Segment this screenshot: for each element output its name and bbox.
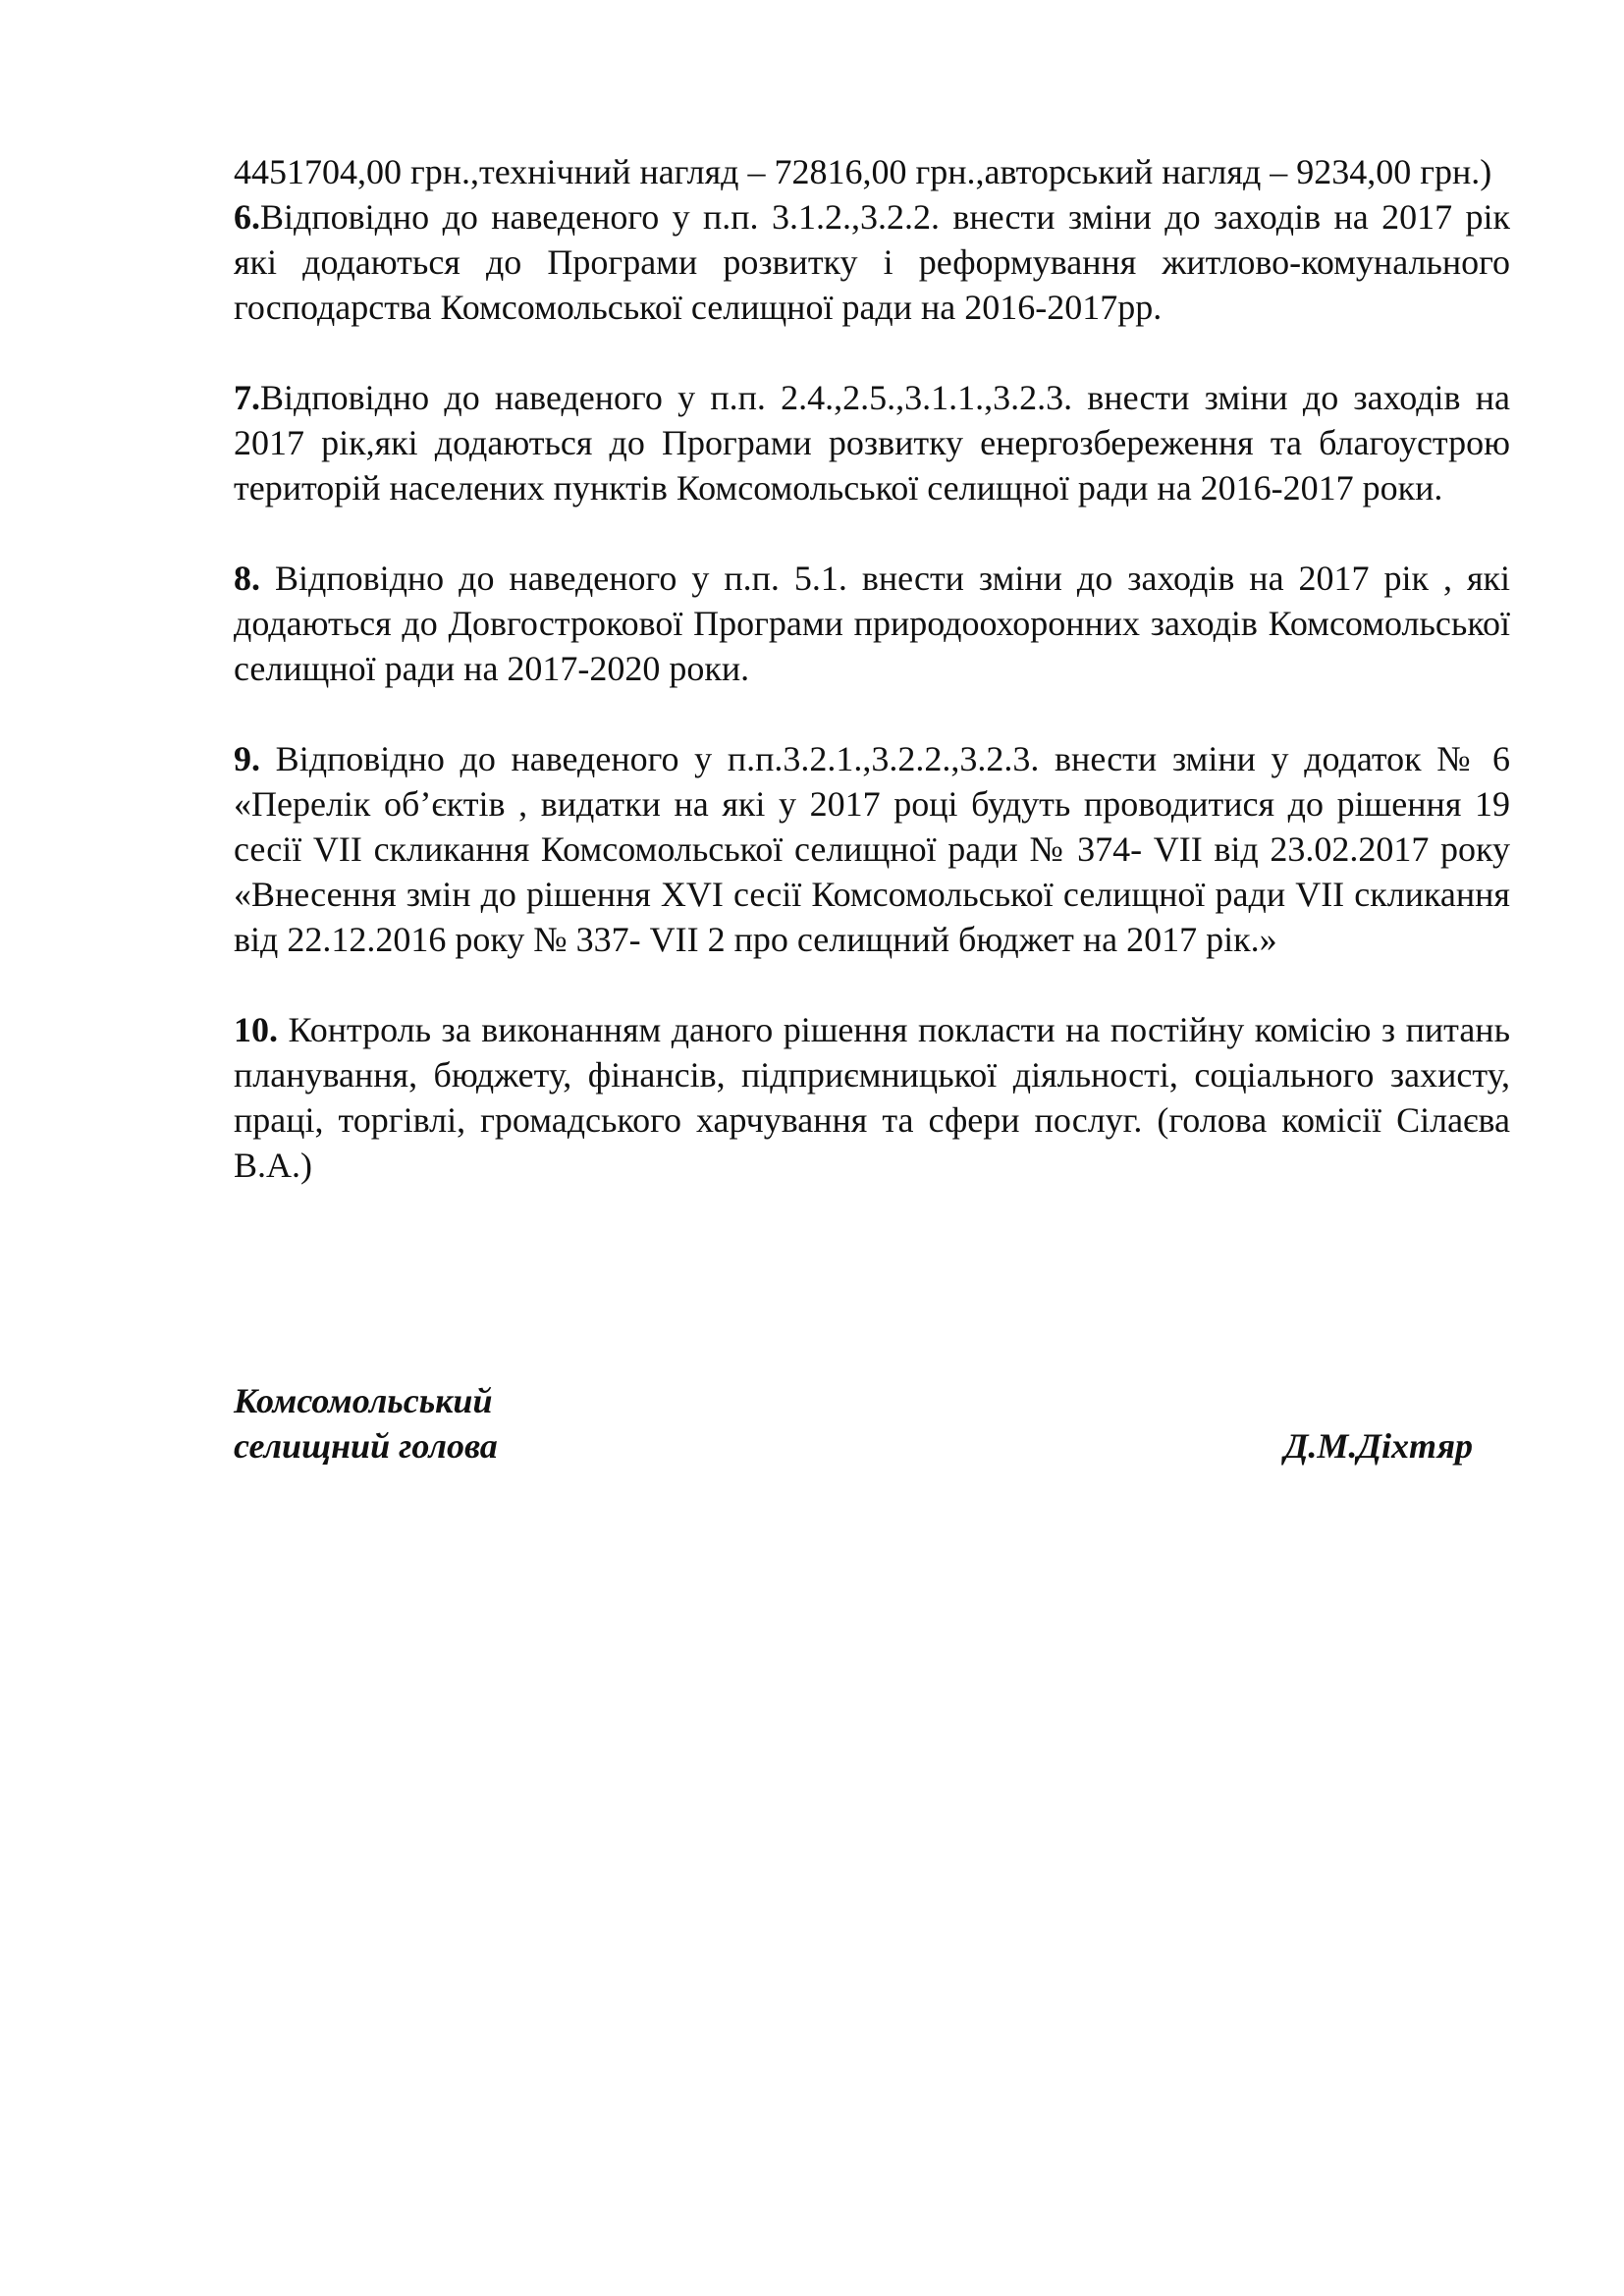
signature-row xyxy=(234,1423,1473,1468)
paragraph-number: 9. xyxy=(234,739,260,778)
paragraph-text: Відповідно до наведеного у п.п. 5.1. внести зміни до заходів на 2017 рік , які додаються до Довгострокової Програми природоохоронних заходів Комсомольської селищної ради на 2017-2020 роки. xyxy=(234,559,1510,688)
paragraph-text: 4451704,00 грн.,технічний нагляд – 72816,00 грн.,авторський нагляд – 9234,00 грн.) xyxy=(234,152,1492,191)
paragraph-number: 10. xyxy=(234,1010,278,1049)
paragraph-number: 8. xyxy=(234,559,260,598)
document-body xyxy=(234,149,1510,1188)
signatory-name: Д.М.Діхтяр xyxy=(1283,1426,1473,1466)
paragraph-number: 6. xyxy=(234,197,260,237)
paragraph-text: Відповідно до наведеного у п.п.3.2.1.,3.2.2.,3.2.3. внести зміни у додаток № 6 «Перелік об’єктів , видатки на які у 2017 році будуть проводитися до рішення 19 сесії VII скликання Комсомольської селищної ради № 374- VII від 23.02.2017 року «Внесення змін до рішення XVI сесії Комсомольської селищної ради VII скликання від 22.12.2016 року № 337- VII 2 про селищний бюджет на 2017 рік.» xyxy=(234,739,1510,959)
paragraph-7 xyxy=(234,375,1510,510)
paragraph-continuation xyxy=(234,149,1510,194)
paragraph-9 xyxy=(234,736,1510,962)
paragraph-number: 7. xyxy=(234,378,260,417)
paragraph-6 xyxy=(234,194,1510,330)
signature-title-line2: селищний голова xyxy=(234,1426,498,1466)
paragraph-text: Відповідно до наведеного у п.п. 3.1.2.,3.2.2. внести зміни до заходів на 2017 рік які додаються до Програми розвитку і реформування житлово-комунального господарства Комсомольської селищної ради на 2016-2017рр. xyxy=(234,197,1510,327)
paragraph-10 xyxy=(234,1007,1510,1188)
signature-title-line1: Комсомольський xyxy=(234,1381,493,1420)
paragraph-8 xyxy=(234,556,1510,691)
paragraph-text: Відповідно до наведеного у п.п. 2.4.,2.5.,3.1.1.,3.2.3. внести зміни до заходів на 2017 рік,які додаються до Програми розвитку енергозбереження та благоустрою територій населених пунктів Комсомольської селищної ради на 2016-2017 роки. xyxy=(234,378,1510,507)
signature-block xyxy=(234,1378,1473,1468)
paragraph-text: Контроль за виконанням даного рішення покласти на постійну комісію з питань планування, бюджету, фінансів, підприємницької діяльності, соціального захисту, праці, торгівлі, громадського харчування та сфери послуг. (голова комісії Сілаєва В.А.) xyxy=(234,1010,1510,1185)
